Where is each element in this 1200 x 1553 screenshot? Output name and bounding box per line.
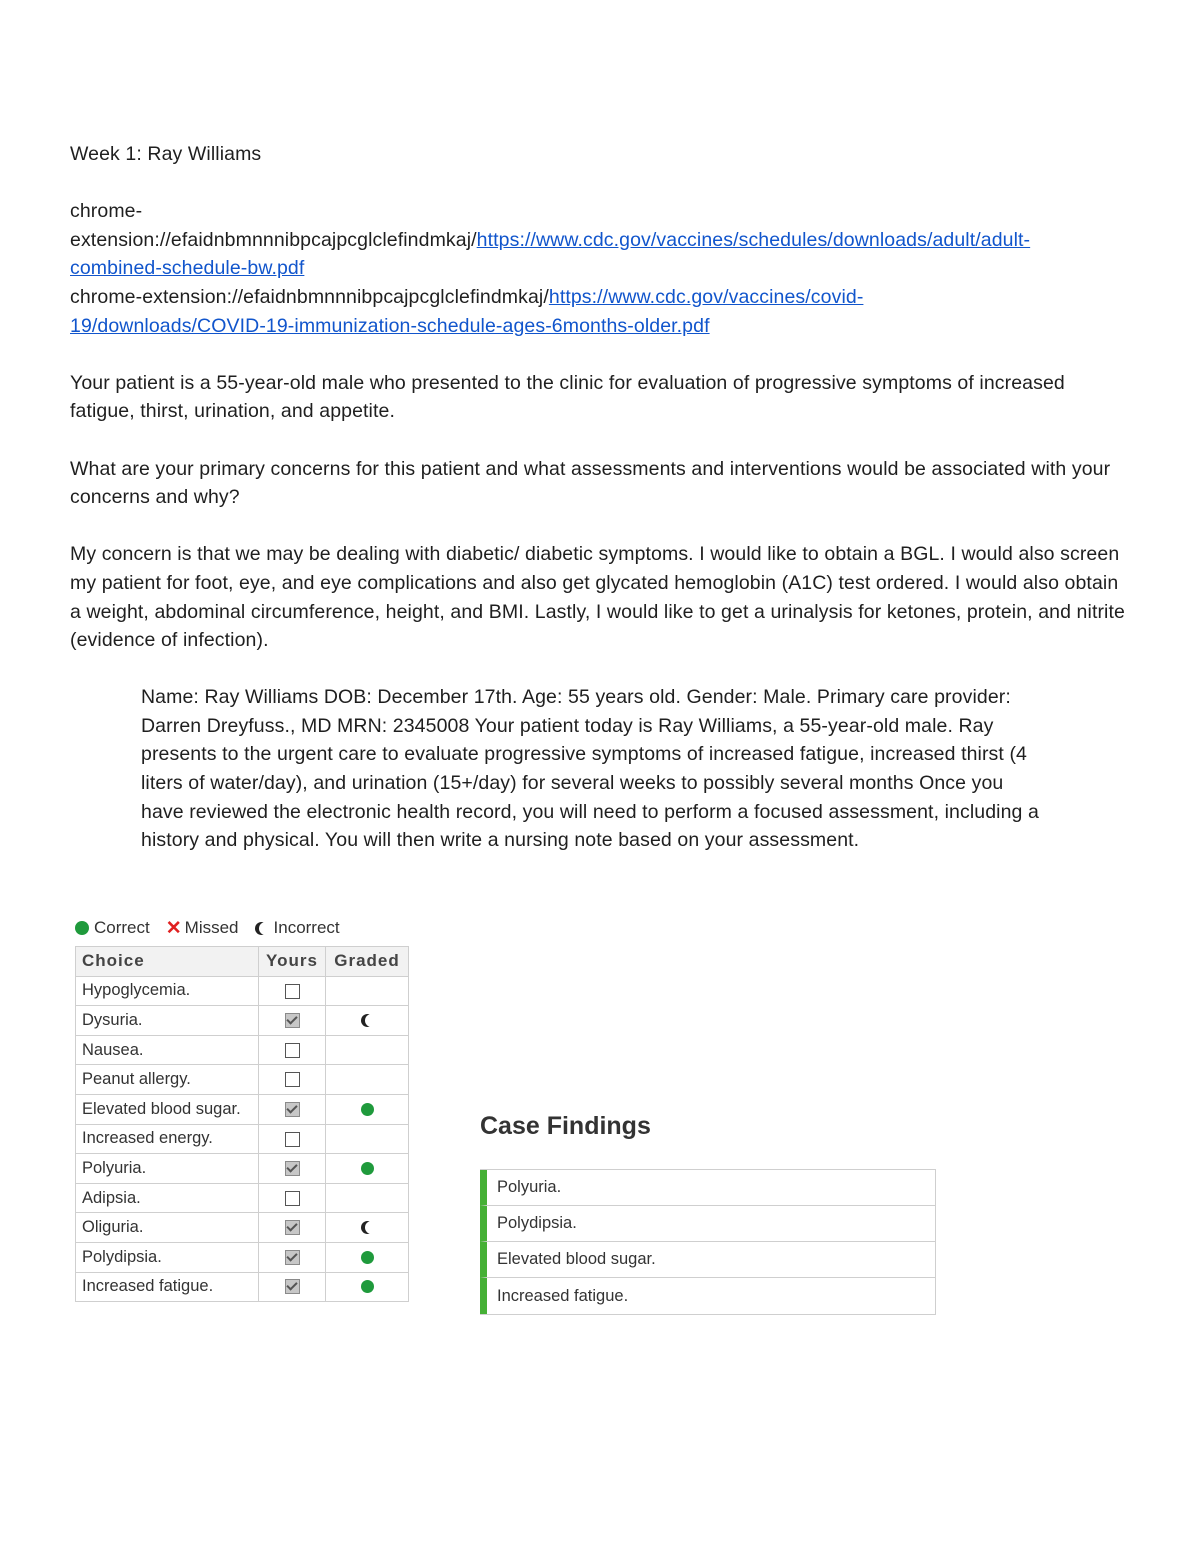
unchecked-checkbox-icon[interactable] xyxy=(285,1132,300,1147)
checked-checkbox-icon[interactable] xyxy=(285,1102,300,1117)
case-finding-item: Increased fatigue. xyxy=(480,1278,935,1314)
yours-cell xyxy=(259,1006,326,1036)
table-row xyxy=(76,1035,409,1065)
yours-cell xyxy=(259,1035,326,1065)
cdc-covid-schedule-link-cont[interactable]: 19/downloads/COVID-19-immunization-schedule-ages-6months-older.pdf xyxy=(70,314,710,337)
document-body xyxy=(70,140,1130,855)
graded-cell xyxy=(326,1094,409,1124)
graded-cell xyxy=(326,1213,409,1243)
choice-label: Polydipsia. xyxy=(76,1242,259,1272)
checked-checkbox-icon[interactable] xyxy=(285,1220,300,1235)
table-row xyxy=(76,1006,409,1036)
legend-incorrect: Incorrect xyxy=(273,918,340,937)
link-block-2 xyxy=(70,283,1130,340)
table-row xyxy=(76,1094,409,1124)
correct-dot-icon xyxy=(361,1251,374,1264)
grading-legend xyxy=(75,918,356,938)
case-finding-item: Elevated blood sugar. xyxy=(480,1242,935,1278)
table-row xyxy=(76,976,409,1006)
case-finding-item: Polyuria. xyxy=(480,1170,935,1206)
header-yours: Yours xyxy=(259,947,326,977)
yours-cell xyxy=(259,976,326,1006)
graded-cell xyxy=(326,1006,409,1036)
grade-table xyxy=(75,946,409,1302)
correct-dot-icon xyxy=(361,1162,374,1175)
cdc-adult-schedule-link-cont[interactable]: combined-schedule-bw.pdf xyxy=(70,257,305,280)
graded-cell xyxy=(326,1065,409,1095)
intro-paragraph: Your patient is a 55-year-old male who presented to the clinic for evaluation of progressive symptoms of increased fatigue, thirst, urination, and appetite. xyxy=(70,371,1065,423)
choice-label: Increased energy. xyxy=(76,1124,259,1154)
table-row xyxy=(76,1065,409,1095)
graded-cell xyxy=(326,1183,409,1213)
yours-cell xyxy=(259,1242,326,1272)
choice-label: Oliguria. xyxy=(76,1213,259,1243)
unchecked-checkbox-icon[interactable] xyxy=(285,1072,300,1087)
checked-checkbox-icon[interactable] xyxy=(285,1250,300,1265)
document-title: Week 1: Ray Williams xyxy=(70,143,262,165)
checked-checkbox-icon[interactable] xyxy=(285,1161,300,1176)
choice-label: Polyuria. xyxy=(76,1154,259,1184)
link-prefix: chrome-extension://efaidnbmnnnibpcajpcglclefindmkaj/ xyxy=(70,285,549,308)
graded-cell xyxy=(326,1154,409,1184)
graded-cell xyxy=(326,1035,409,1065)
header-graded: Graded xyxy=(326,947,409,977)
yours-cell xyxy=(259,1124,326,1154)
grade-table-header xyxy=(76,947,409,977)
answer-paragraph: My concern is that we may be dealing with diabetic/ diabetic symptoms. I would like to obtain a BGL. I would also screen my patient for foot, eye, and eye complications and also get glycated hemoglobin (A1C) test ordered. I would also obtain a weight, abdominal circumference, height, and BMI. Lastly, I would like to get a urinalysis for ketones, protein, and nitrite (evidence of infection). xyxy=(70,543,1125,652)
checked-checkbox-icon[interactable] xyxy=(285,1013,300,1028)
table-row xyxy=(76,1242,409,1272)
graded-cell xyxy=(326,1272,409,1302)
cdc-adult-schedule-link[interactable]: https://www.cdc.gov/vaccines/schedules/downloads/adult/adult- xyxy=(476,228,1031,251)
choice-label: Nausea. xyxy=(76,1035,259,1065)
checked-checkbox-icon[interactable] xyxy=(285,1279,300,1294)
header-choice: Choice xyxy=(76,947,259,977)
link-prefix: extension://efaidnbmnnnibpcajpcglclefindmkaj/ xyxy=(70,228,477,251)
choice-label: Elevated blood sugar. xyxy=(76,1094,259,1124)
yours-cell xyxy=(259,1065,326,1095)
yours-cell xyxy=(259,1183,326,1213)
legend-correct: Correct xyxy=(94,918,150,937)
unchecked-checkbox-icon[interactable] xyxy=(285,984,300,999)
incorrect-moon-icon xyxy=(361,1221,374,1234)
case-findings-list xyxy=(480,1169,936,1315)
graded-cell xyxy=(326,976,409,1006)
table-row xyxy=(76,1124,409,1154)
graded-cell xyxy=(326,1242,409,1272)
choice-label: Dysuria. xyxy=(76,1006,259,1036)
choice-label: Hypoglycemia. xyxy=(76,976,259,1006)
table-row xyxy=(76,1213,409,1243)
grade-table-body xyxy=(76,976,409,1302)
correct-dot-icon xyxy=(361,1103,374,1116)
link-block-1 xyxy=(70,197,1130,283)
graded-cell xyxy=(326,1124,409,1154)
unchecked-checkbox-icon[interactable] xyxy=(285,1191,300,1206)
correct-dot-icon xyxy=(75,921,89,935)
legend-missed: Missed xyxy=(184,918,239,937)
table-row xyxy=(76,1154,409,1184)
yours-cell xyxy=(259,1154,326,1184)
yours-cell xyxy=(259,1213,326,1243)
case-summary-paragraph: Name: Ray Williams DOB: December 17th. Age: 55 years old. Gender: Male. Primary care provider: Darren Dreyfuss., MD MRN: 2345008 Your patient today is Ray Williams, a 55-year-old male. Ray presents to the urgent care to evaluate progressive symptoms of increased fatigue, increased thirst (4 liters of water/day), and urination (15+/day) for several weeks to possibly several months Once you have reviewed the electronic health record, you will need to perform a focused assessment, including a history and physical. You will then write a nursing note based on your assessment. xyxy=(141,686,1039,852)
case-finding-item: Polydipsia. xyxy=(480,1206,935,1242)
yours-cell xyxy=(259,1094,326,1124)
table-row xyxy=(76,1272,409,1302)
choice-label: Increased fatigue. xyxy=(76,1272,259,1302)
choice-label: Peanut allergy. xyxy=(76,1065,259,1095)
incorrect-moon-icon xyxy=(255,922,268,935)
correct-dot-icon xyxy=(361,1280,374,1293)
case-findings-title: Case Findings xyxy=(480,1112,651,1140)
question-paragraph: What are your primary concerns for this patient and what assessments and interventions would be associated with your concerns and why? xyxy=(70,457,1111,509)
incorrect-moon-icon xyxy=(361,1014,374,1027)
missed-x-icon: ✕ xyxy=(165,917,182,939)
table-row xyxy=(76,1183,409,1213)
cdc-covid-schedule-link[interactable]: https://www.cdc.gov/vaccines/covid- xyxy=(548,285,864,308)
yours-cell xyxy=(259,1272,326,1302)
choice-label: Adipsia. xyxy=(76,1183,259,1213)
unchecked-checkbox-icon[interactable] xyxy=(285,1043,300,1058)
link-prefix: chrome- xyxy=(70,200,143,223)
